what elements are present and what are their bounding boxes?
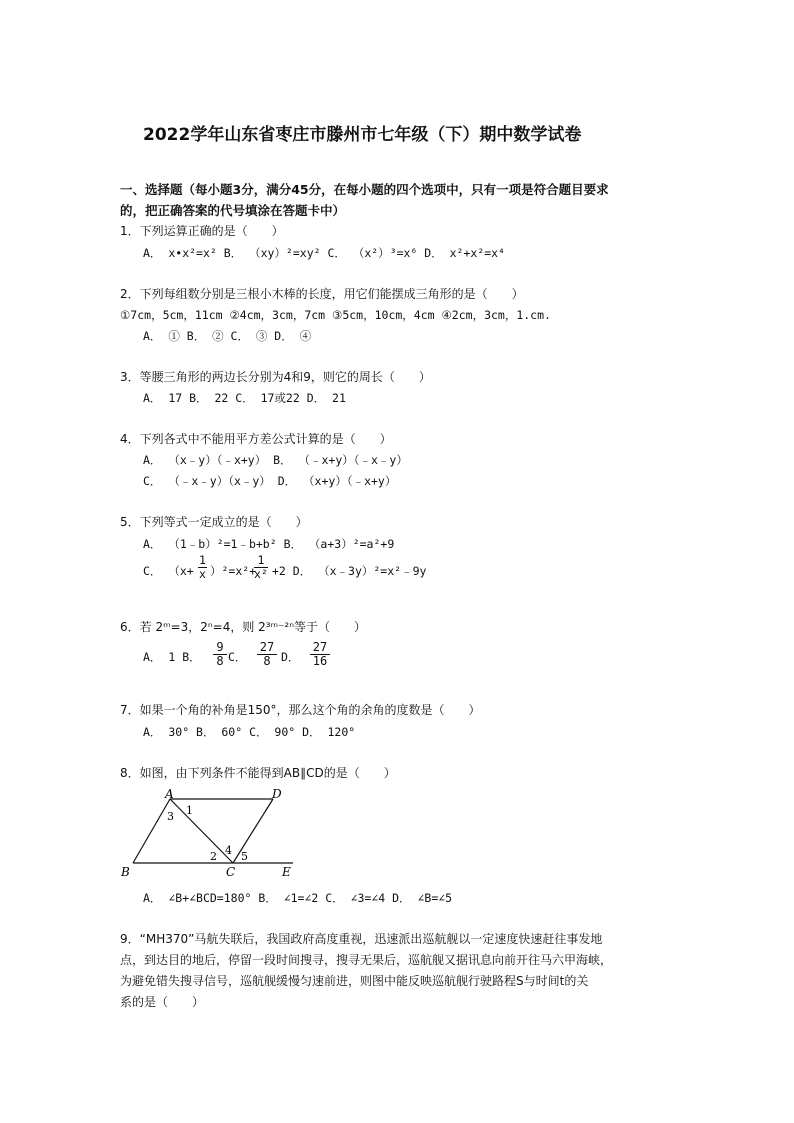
question-4-options-ab: A． （x﹣y）（﹣x+y） B． （﹣x+y）（﹣x﹣y） <box>143 453 408 467</box>
fraction-denominator: 16 <box>312 654 328 668</box>
question-1-stem: 1．下列运算正确的是（ ） <box>120 224 284 238</box>
label-D: D <box>272 787 282 801</box>
angle-label-3: 3 <box>167 810 174 823</box>
question-5-stem: 5．下列等式一定成立的是（ ） <box>120 515 308 529</box>
question-6-fraction-d <box>310 641 330 668</box>
page-title: 2022学年山东省枣庄市滕州市七年级（下）期中数学试卷 <box>143 125 582 145</box>
question-7-options: A． 30° B． 60° C． 90° D． 120° <box>143 725 356 739</box>
question-5-fraction-1-over-x2 <box>254 554 268 581</box>
line-CD <box>233 799 273 863</box>
question-2-options: A． ① B． ② C． ③ D． ④ <box>143 329 312 343</box>
angle-label-5: 5 <box>241 850 248 863</box>
question-6-stem: 6．若 2ᵐ=3，2ⁿ=4，则 2³ᵐ⁻²ⁿ等于（ ） <box>120 620 367 634</box>
question-5-option-c-mid: ）²=x²+ <box>210 564 257 578</box>
question-9-line1: 9．“MH370”马航失联后，我国政府高度重视，迅速派出巡航舰以一定速度快速赶往事发地 <box>120 932 603 946</box>
fraction-numerator: 1 <box>199 553 206 567</box>
parallel-lines-figure <box>115 784 305 880</box>
label-C: C <box>226 865 236 879</box>
section-heading-line2: 的，把正确答案的代号填涂在答题卡中） <box>120 203 346 218</box>
question-2-groups: ①7cm，5cm，11cm ②4cm，3cm，7cm ③5cm，10cm，4cm ④2cm，3cm，1.cm. <box>120 308 551 322</box>
question-5-options-ab: A． （1﹣b）²=1﹣b+b² B． （a+3）²=a²+9 <box>143 537 395 551</box>
question-4-stem: 4．下列各式中不能用平方差公式计算的是（ ） <box>120 432 392 446</box>
section-heading-line1: 一、选择题（每小题3分，满分45分，在每小题的四个选项中，只有一项是符合题目要求 <box>120 182 609 197</box>
fraction-numerator: 1 <box>254 554 268 568</box>
label-B: B <box>121 865 130 879</box>
question-4-options-cd: C． （﹣x﹣y）（x﹣y） D． （x+y）（﹣x+y） <box>143 474 397 488</box>
question-1-options: A． x•x²=x² B． （xy）²=xy² C． （x²）³=x⁶ D． x²+x²=x⁴ <box>143 246 506 260</box>
fraction-denominator: x <box>199 567 206 581</box>
question-5-option-c-right: +2 D． （x﹣3y）²=x²﹣9y <box>272 564 427 578</box>
question-9-line3: 为避免错失搜寻信号，巡航舰缓慢匀速前进，则图中能反映巡航舰行驶路程S与时间t的关 <box>120 974 589 988</box>
question-3-stem: 3．等腰三角形的两边长分别为4和9，则它的周长（ ） <box>120 370 431 384</box>
label-A: A <box>165 787 174 801</box>
question-7-stem: 7．如果一个角的补角是150°，那么这个角的余角的度数是（ ） <box>120 703 481 717</box>
line-AB <box>133 799 170 863</box>
fraction-denominator: 8 <box>216 654 224 668</box>
fraction-denominator: x² <box>254 567 268 581</box>
question-9-line2: 点，到达目的地后，停留一段时间搜寻，搜寻无果后，巡航舰又据讯息向前开往马六甲海峡， <box>120 953 613 967</box>
angle-label-4: 4 <box>225 844 232 857</box>
question-6-fraction-c <box>257 641 277 668</box>
question-8-stem: 8．如图，由下列条件不能得到AB∥CD的是（ ） <box>120 766 396 780</box>
question-9-line4: 系的是（ ） <box>120 995 205 1009</box>
angle-label-1: 1 <box>186 804 193 817</box>
question-3-options: A． 17 B． 22 C． 17或22 D． 21 <box>143 391 346 405</box>
question-8-options: A． ∠B+∠BCD=180° B． ∠1=∠2 C． ∠3=∠4 D． ∠B=∠5 <box>143 891 453 905</box>
question-6-option-c-label: C． <box>228 650 247 664</box>
fraction-numerator: 27 <box>310 641 330 655</box>
question-5-option-c-left: C． （x+ <box>143 564 194 578</box>
question-6-option-a: A． 1 B． <box>143 650 201 664</box>
question-6-fraction-b <box>213 641 227 668</box>
question-6-option-d-label: D． <box>281 650 300 664</box>
fraction-numerator: 27 <box>257 641 277 655</box>
question-2-stem: 2．下列每组数分别是三根小木棒的长度，用它们能摆成三角形的是（ ） <box>120 287 524 301</box>
fraction-numerator: 9 <box>213 641 227 655</box>
line-AC <box>170 799 233 863</box>
fraction-denominator: 8 <box>263 654 271 668</box>
label-E: E <box>282 865 291 879</box>
angle-label-2: 2 <box>210 850 217 863</box>
question-5-fraction-1-over-x <box>198 554 207 581</box>
